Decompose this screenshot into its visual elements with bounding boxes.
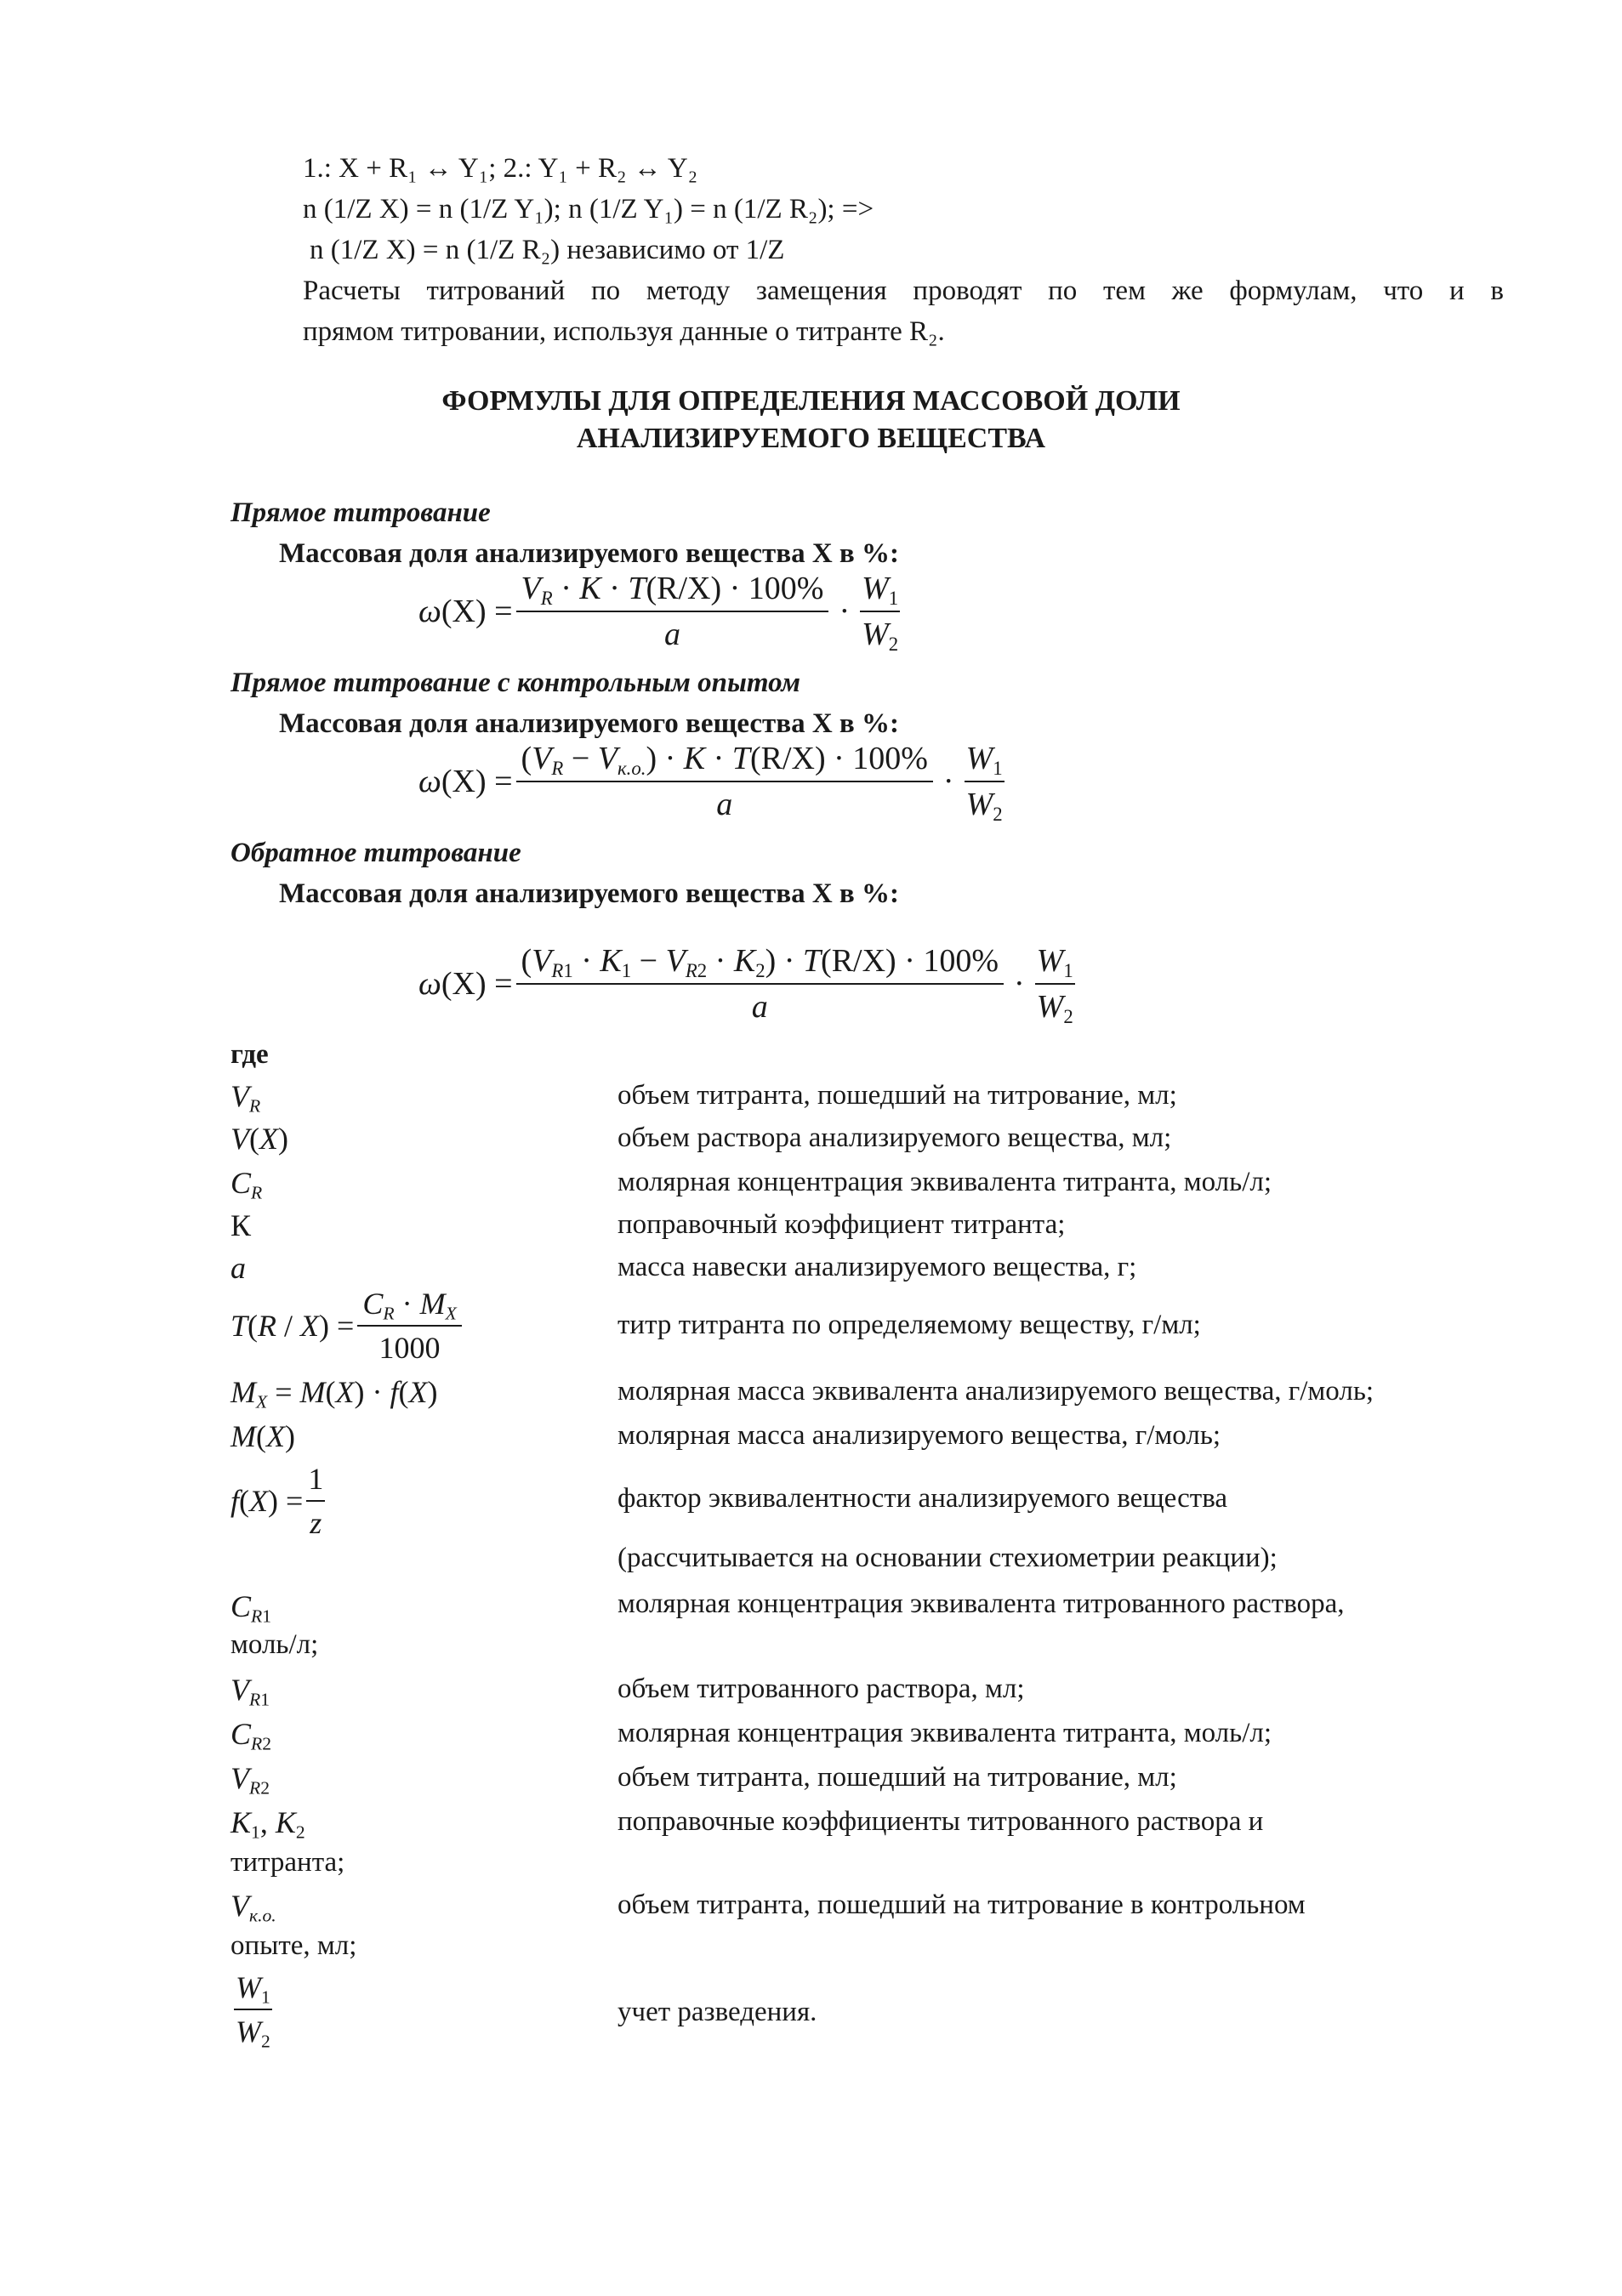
symbol-vr: $V_R$ (230, 1079, 261, 1117)
symbol-titer: T(R / X) = $\frac{C_R \cdot M_X}{1000}$ (230, 1286, 465, 1366)
definition-continuation: титранта; (230, 1847, 345, 1878)
formula-direct: ω(X) = $\frac{V_R \cdot K \cdot T(R/X) \cdot 100\%}{a}$ · $\frac{W_1}{W_2}$ (418, 571, 899, 655)
symbol-k: К (230, 1208, 252, 1242)
definition-text: поправочный коэффициент титранта; (617, 1209, 1066, 1240)
definition-text: молярная концентрация эквивалента титранта, моль/л; (617, 1718, 1272, 1748)
definition-text: фактор эквивалентности анализируемого вещества (617, 1483, 1228, 1514)
definition-text: масса навески анализируемого вещества, г; (617, 1252, 1137, 1282)
symbol-vr2: $V_{R2}$ (230, 1761, 270, 1799)
formula-back: ω(X) = $\frac{(V_{R1} \cdot K_1 - V_{R2} \cdot K_2) \cdot T(R/X) \cdot 100\%}{a}$ · $\frac{W_1}{W_2}$ (418, 943, 1073, 1027)
definition-text: молярная концентрация эквивалента титрованного раствора, (617, 1588, 1345, 1619)
formula-lhs: ω(X) = (418, 594, 513, 629)
where-label: где (230, 1039, 269, 1070)
symbol-w1w2: $\frac{W_1}{W_2}$ (236, 1970, 270, 2052)
definition-text: объем раствора анализируемого вещества, мл; (617, 1122, 1172, 1153)
section-label-direct-control: Массовая доля анализируемого вещества X в %: (279, 708, 899, 739)
heading-line-2: АНАЛИЗИРУЕМОГО ВЕЩЕСТВА (576, 423, 1046, 455)
page-heading (0, 383, 1622, 457)
reaction-line: 1.: X + R₁ ↔ Y₁; 2.: Y₁ + R₂ ↔ Y₂ (303, 153, 698, 184)
definition-text-continued: (рассчитывается на основании стехиометрии реакции); (617, 1543, 1278, 1573)
section-title-direct-control: Прямое титрование с контрольным опытом (230, 668, 800, 698)
symbol-k1k2: $K_1$, $K_2$ (230, 1805, 305, 1843)
formula-numerator: $V_R \cdot K \cdot T(R/X) \cdot 100\%$ (516, 570, 829, 612)
section-title-back: Обратное титрование (230, 838, 521, 868)
symbol-a: a (230, 1251, 246, 1285)
definition-continuation: моль/л; (230, 1629, 319, 1660)
symbol-f: f(X) = $\frac{1}{z}$ (230, 1462, 324, 1540)
formula-direct-control: ω(X) = $\frac{(V_R - V_{к.о.}) \cdot K \cdot T(R/X) \cdot 100\%}{a}$ · $\frac{W_1}{W_2}$ (418, 741, 1003, 825)
definition-text: учет разведения. (617, 1997, 817, 2027)
symbol-vx: V(X) (230, 1122, 288, 1156)
section-label-back: Массовая доля анализируемого вещества X в %: (279, 878, 899, 909)
symbol-cr2: $C_{R2}$ (230, 1717, 272, 1754)
section-title-direct: Прямое титрование (230, 497, 491, 528)
symbol-vko: $V_{к.о.}$ (230, 1889, 276, 1926)
symbol-m: M(X) (230, 1419, 295, 1453)
equivalence-line: n (1/Z X) = n (1/Z Y₁); n (1/Z Y₁) = n (1/Z R₂); => (303, 194, 874, 224)
definition-text: титр титранта по определяемому веществу, г/мл; (617, 1310, 1201, 1340)
formula-main-fraction (516, 570, 829, 653)
definition-text: молярная концентрация эквивалента титранта, моль/л; (617, 1167, 1272, 1197)
definition-text: объем титранта, пошедший на титрование в контрольном (617, 1890, 1306, 1920)
definition-text: объем титранта, пошедший на титрование, мл; (617, 1080, 1177, 1111)
symbol-cr1: $C_{R1}$ (230, 1589, 272, 1627)
symbol-cr: $C_R$ (230, 1166, 263, 1203)
heading-line-1: ФОРМУЛЫ ДЛЯ ОПРЕДЕЛЕНИЯ МАССОВОЙ ДОЛИ (441, 385, 1181, 417)
paragraph-line-2: прямом титровании, используя данные о титранте R₂. (303, 316, 945, 347)
equivalence-result-line: n (1/Z X) = n (1/Z R₂) независимо от 1/Z (310, 235, 785, 265)
section-label-direct: Массовая доля анализируемого вещества X в %: (279, 538, 899, 569)
symbol-vr1: $V_{R1}$ (230, 1673, 270, 1710)
definition-continuation: опыте, мл; (230, 1930, 357, 1961)
paragraph-line-1: Расчеты титрований по методу замещения проводят по тем же формулам, что и в (303, 276, 1504, 306)
dilution-fraction: $\frac{W_1}{W_2}$ (862, 571, 899, 655)
formula-denominator: a (664, 617, 680, 652)
definition-text: молярная масса анализируемого вещества, г/моль; (617, 1420, 1221, 1451)
definition-text: поправочные коэффициенты титрованного раствора и (617, 1806, 1264, 1837)
definition-text: объем титранта, пошедший на титрование, мл; (617, 1762, 1177, 1793)
definition-text: молярная масса эквивалента анализируемого вещества, г/моль; (617, 1376, 1374, 1407)
definition-text: объем титрованного раствора, мл; (617, 1674, 1025, 1704)
symbol-mx: $M_X = M(X) \cdot f(X)$ (230, 1375, 438, 1412)
